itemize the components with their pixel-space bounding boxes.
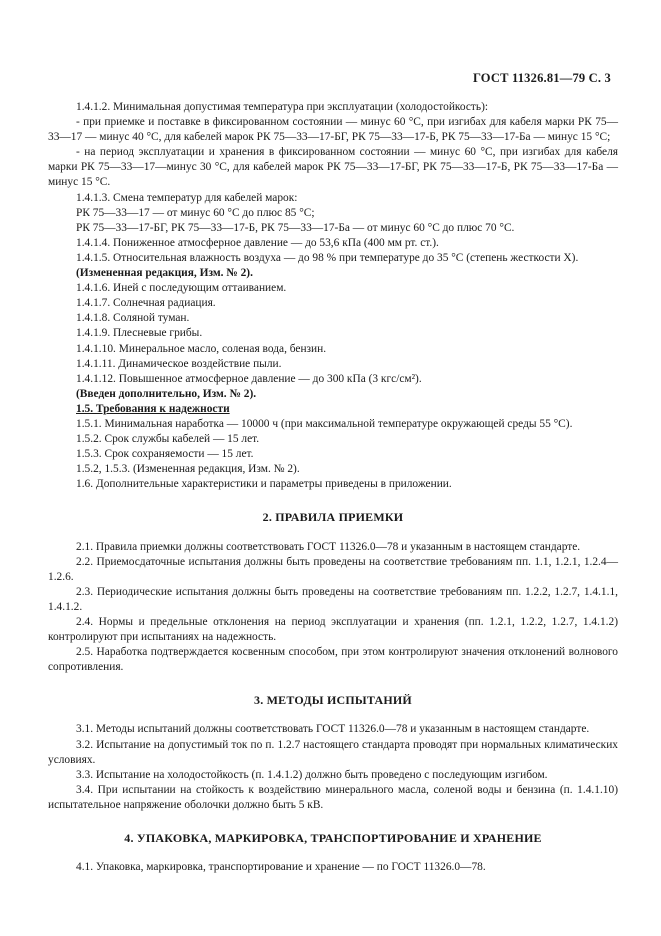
paragraph-1-4-1-9: 1.4.1.9. Плесневые грибы. [76,327,203,340]
paragraph-1-4-1-7: 1.4.1.7. Солнечная радиация. [76,297,216,310]
paragraph-3-2: 3.2. Испытание на допустимый ток по п. 1.2.7 настоящего стандарта проводят при нормальных климатических условиях. [48,738,618,766]
paragraph-1-4-1-8: 1.4.1.8. Соляной туман. [76,312,190,325]
paragraph-1-6: 1.6. Дополнительные характеристики и параметры приведены в приложении. [76,478,452,491]
paragraph-temp-range-2: РК 75—33—17-БГ, РК 75—33—17-Б, РК 75—33—17-Ба — от минус 60 °С до плюс 70 °С. [76,221,515,234]
page-header: ГОСТ 11326.81—79 С. 3 [472,71,611,85]
paragraph-1-4-1-10: 1.4.1.10. Минеральное масло, соленая вода, бензин. [76,342,327,355]
paragraph-1-5-3: 1.5.3. Срок сохраняемости — 15 лет. [76,448,254,461]
paragraph-1-5-1: 1.5.1. Минимальная наработка — 10000 ч (при максимальной температуре окружающей среды 55 °С). [76,417,573,430]
paragraph-3-4: 3.4. При испытании на стойкость к воздействию минерального масла, соленой воды и бензина (п. 1.4.1.10) испытательное напряжение оболочки должно быть 5 кВ. [48,783,618,811]
subheading-reliability: 1.5. Требования к надежности [76,402,230,415]
section-3-title: 3. МЕТОДЫ ИСПЫТАНИЙ [254,693,412,708]
paragraph-1-4-1-2: 1.4.1.2. Минимальная допустимая температура при эксплуатации (холодостойкость): [76,101,489,113]
paragraph-2-4: 2.4. Нормы и предельные отклонения на период эксплуатации и хранения (пп. 1.2.1, 1.2.2, 1.2.7, 1.4.1.2) контролируют при испытаниях на надежность. [48,616,618,644]
paragraph-3-1: 3.1. Методы испытаний должны соответствовать ГОСТ 11326.0—78 и указанным в настоящем стандарте. [76,723,590,736]
paragraph-1-4-1-4: 1.4.1.4. Пониженное атмосферное давление — до 53,6 кПа (400 мм рт. ст.). [76,236,439,249]
paragraph-3-3: 3.3. Испытание на холодостойкость (п. 1.4.1.2) должно быть проведено с последующим изгибом. [76,768,548,781]
paragraph-2-5: 2.5. Наработка подтверждается косвенным способом, при этом контролируют значения отклонений волнового сопротивления. [48,646,618,674]
paragraph-4-1: 4.1. Упаковка, маркировка, транспортирование и хранение — по ГОСТ 11326.0—78. [76,861,486,874]
document-body [48,100,618,875]
paragraph-temp-range-1: РК 75—33—17 — от минус 60 °С до плюс 85 °С; [76,206,315,219]
amendment-note-2: (Введен дополнительно, Изм. № 2). [76,387,257,400]
paragraph-1-4-1-12: 1.4.1.12. Повышенное атмосферное давление — до 300 кПа (3 кгс/см²). [76,372,422,385]
paragraph-1-4-1-6: 1.4.1.6. Иней с последующим оттаиванием. [76,282,287,295]
amendment-note-1: (Измененная редакция, Изм. № 2). [76,267,253,280]
paragraph-2-3: 2.3. Периодические испытания должны быть проведены на соответствие требованиям пп. 1.2.2, 1.2.7, 1.4.1.1, 1.4.1.2. [48,585,618,613]
paragraph-1-4-1-3: 1.4.1.3. Смена температур для кабелей марок: [76,191,298,204]
paragraph-operation-temp: - на период эксплуатации и хранения в фиксированном состоянии — минус 60 °С, при изгибах для кабеля марки РК 75—33—17—минус 30 °С, для кабелей марок РК 75—33—17-БГ, РК 75—33—17-Б, РК 75—33—17-Ба — минус 15 °С. [48,146,618,189]
paragraph-1-4-1-5: 1.4.1.5. Относительная влажность воздуха — до 98 % при температуре до 35 °С (степень жесткости X). [76,251,579,264]
paragraph-1-4-1-11: 1.4.1.11. Динамическое воздействие пыли. [76,357,282,370]
paragraph-2-1: 2.1. Правила приемки должны соответствовать ГОСТ 11326.0—78 и указанным в настоящем стандарте. [76,540,581,553]
paragraph-2-2: 2.2. Приемосдаточные испытания должны быть проведены на соответствие требованиям пп. 1.1, 1.2.1, 1.2.4—1.2.6. [48,555,618,583]
paragraph-1-5-2: 1.5.2. Срок службы кабелей — 15 лет. [76,433,260,446]
amendment-note-3: 1.5.2, 1.5.3. (Измененная редакция, Изм. № 2). [76,463,300,476]
section-4-title: 4. УПАКОВКА, МАРКИРОВКА, ТРАНСПОРТИРОВАНИЕ И ХРАНЕНИЕ [124,831,542,846]
paragraph-acceptance-temp: - при приемке и поставке в фиксированном состоянии — минус 60 °С, при изгибах для кабеля марки РК 75—33—17 — минус 40 °С, для кабелей марок РК 75—33—17-БГ, РК 75—33—17-Б, РК 75—33—17-Ба — минус 15 °С; [48,116,618,144]
section-2-title: 2. ПРАВИЛА ПРИЕМКИ [262,510,404,525]
